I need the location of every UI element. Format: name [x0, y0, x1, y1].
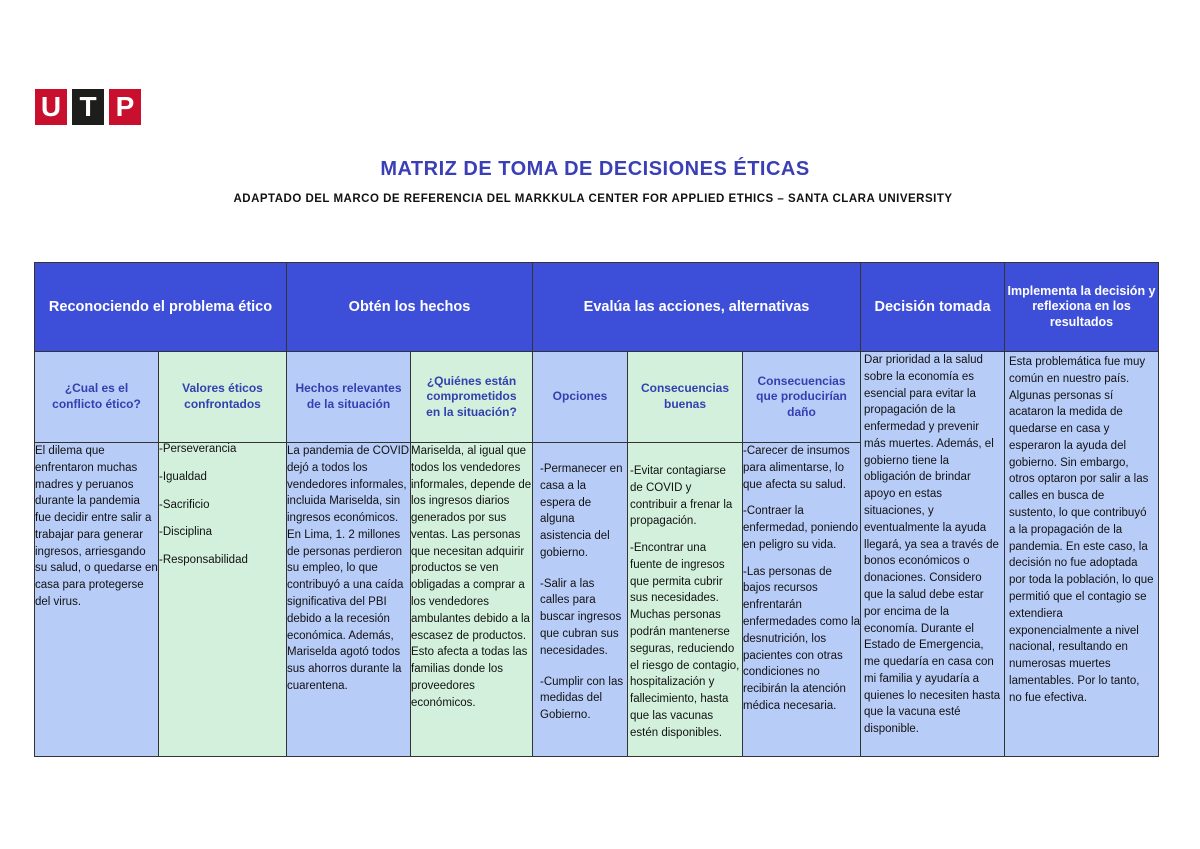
consecuencia-danio-item: -Las personas de bajos recursos enfrentarán enfermedades como la desnutrición, los pacientes con otras condiciones no recibirán la atención médica necesaria.: [743, 565, 860, 712]
subheader-row: [35, 352, 1159, 443]
decision-matrix-table: [34, 262, 1159, 757]
page-subtitle: ADAPTADO DEL MARCO DE REFERENCIA DEL MARKKULA CENTER FOR APPLIED ETHICS – SANTA CLARA UNIVERSITY: [233, 193, 953, 205]
consecuencia-buena-item: -Evitar contagiarse de COVID y contribuir a frenar la propagación.: [630, 465, 733, 528]
opcion-item: -Cumplir con las medidas del Gobierno.: [540, 675, 624, 722]
subheader-conflicto: ¿Cual es el conflicto ético?: [35, 352, 159, 443]
valor-item: -Responsabilidad: [159, 554, 248, 567]
consecuencias-danio-cell: [743, 443, 861, 757]
consecuencia-danio-item: -Contraer la enfermedad, poniendo en peligro su vida.: [743, 505, 859, 551]
header-implementa: Implementa la decisión y reflexiona en los resultados: [1005, 263, 1159, 352]
subheader-quienes: ¿Quiénes están comprometidos en la situación?: [411, 352, 533, 443]
utp-logo: [35, 89, 141, 125]
opcion-item: -Permanecer en casa a la espera de alguna asistencia del gobierno.: [540, 463, 623, 559]
subheader-consecuencias-buenas: Consecuencias buenas: [628, 352, 743, 443]
valores-list: [159, 443, 286, 568]
subheader-valores: Valores éticos confrontados: [159, 352, 287, 443]
header-evalua: Evalúa las acciones, alternativas: [533, 263, 861, 352]
implementa-text: Esta problemática fue muy común en nuestro país. Algunas personas sí acataron la medida de quedarse en casa y esperaron la ayuda del gobierno. Sin embargo, otros optaron por salir a las calles en busca de sustento, lo que contribuyó a la propagación de la pandemia. En este caso, la decisión no fue adoptada por toda la población, lo que permitió que el contagio se extendiera exponencialmente a nivel nacional, resultando en numerosas muertes lamentables. Por lo tanto, no fue efectiva.: [1009, 356, 1154, 704]
valor-item: -Perseverancia: [159, 443, 237, 455]
hechos-text: La pandemia de COVID dejó a todos los vendedores informales, incluida Mariselda, sin ingresos económicos. En Lima, 1. 2 millones de personas perdieron su empleo, lo que contribuyó a una caída significativa del PBI debido a la recesión económica. Además, Mariselda agotó todos sus ahorros durante la cuarentena.: [287, 445, 410, 692]
opcion-item: -Salir a las calles para buscar ingresos que cubran sus necesidades.: [540, 577, 622, 657]
consecuencia-danio-item: -Carecer de insumos para alimentarse, lo que afecta su salud.: [743, 445, 850, 491]
consecuencia-buena-item: -Encontrar una fuente de ingresos que permita cubrir sus necesidades. Muchas personas podrán mantenerse seguras, reduciendo el riesgo de contagio, hospitalización y fallecimiento, hasta que las vacunas estén disponibles.: [630, 542, 740, 739]
decision-cell: [861, 352, 1005, 757]
header-decision: Decisión tomada: [861, 263, 1005, 352]
hechos-cell: [287, 443, 411, 757]
valor-item: -Igualdad: [159, 470, 207, 483]
subheader-opciones: Opciones: [533, 352, 628, 443]
valores-cell: [159, 443, 287, 757]
subheader-consecuencias-danio: Consecuencias que producirían daño: [743, 352, 861, 443]
logo-letter-p: P: [109, 89, 141, 125]
conflicto-cell: [35, 443, 159, 757]
conflicto-text: El dilema que enfrentaron muchas madres y peruanos durante la pandemia fue decidir entre salir a trabajar para generar ingresos, arriesgando su salud, o quedarse en casa para protegerse del virus.: [35, 445, 158, 609]
quienes-cell: [411, 443, 533, 757]
header-reconociendo: Reconociendo el problema ético: [35, 263, 287, 352]
decision-text: Dar prioridad a la salud sobre la economía es esencial para evitar la propagación de la enfermedad y prevenir más muertes. Además, el gobierno tiene la obligación de brindar apoyo en estas situaciones, y eventualmente la ayuda llegará, ya sea a través de bonos económicos o donaciones. Considero que la salud debe estar por encima de la economía. Durante el Estado de Emergencia, me quedaría en casa con mi familia y ayudaría a quienes lo necesiten hasta que la vacuna esté disponible.: [864, 354, 1001, 736]
quienes-text: Mariselda, al igual que todos los vendedores informales, depende de los ingresos diarios generados por sus ventas. Las personas que necesitan adquirir productos se ven obligadas a comprar a los vendedores ambulantes debido a la escasez de productos. Esto afecta a todas las familias donde los proveedores económicos.: [411, 445, 532, 709]
valor-item: -Disciplina: [159, 526, 213, 539]
logo-letter-u: U: [35, 89, 67, 125]
logo-letter-t: T: [72, 89, 104, 125]
valor-item: -Sacrificio: [159, 498, 210, 511]
header-row: [35, 263, 1159, 352]
subheader-hechos-relevantes: Hechos relevantes de la situación: [287, 352, 411, 443]
consecuencias-buenas-cell: [628, 443, 743, 757]
page-title: MATRIZ DE TOMA DE DECISIONES ÉTICAS: [380, 158, 810, 180]
implementa-cell: [1005, 352, 1159, 757]
header-hechos: Obtén los hechos: [287, 263, 533, 352]
opciones-cell: [533, 443, 628, 757]
